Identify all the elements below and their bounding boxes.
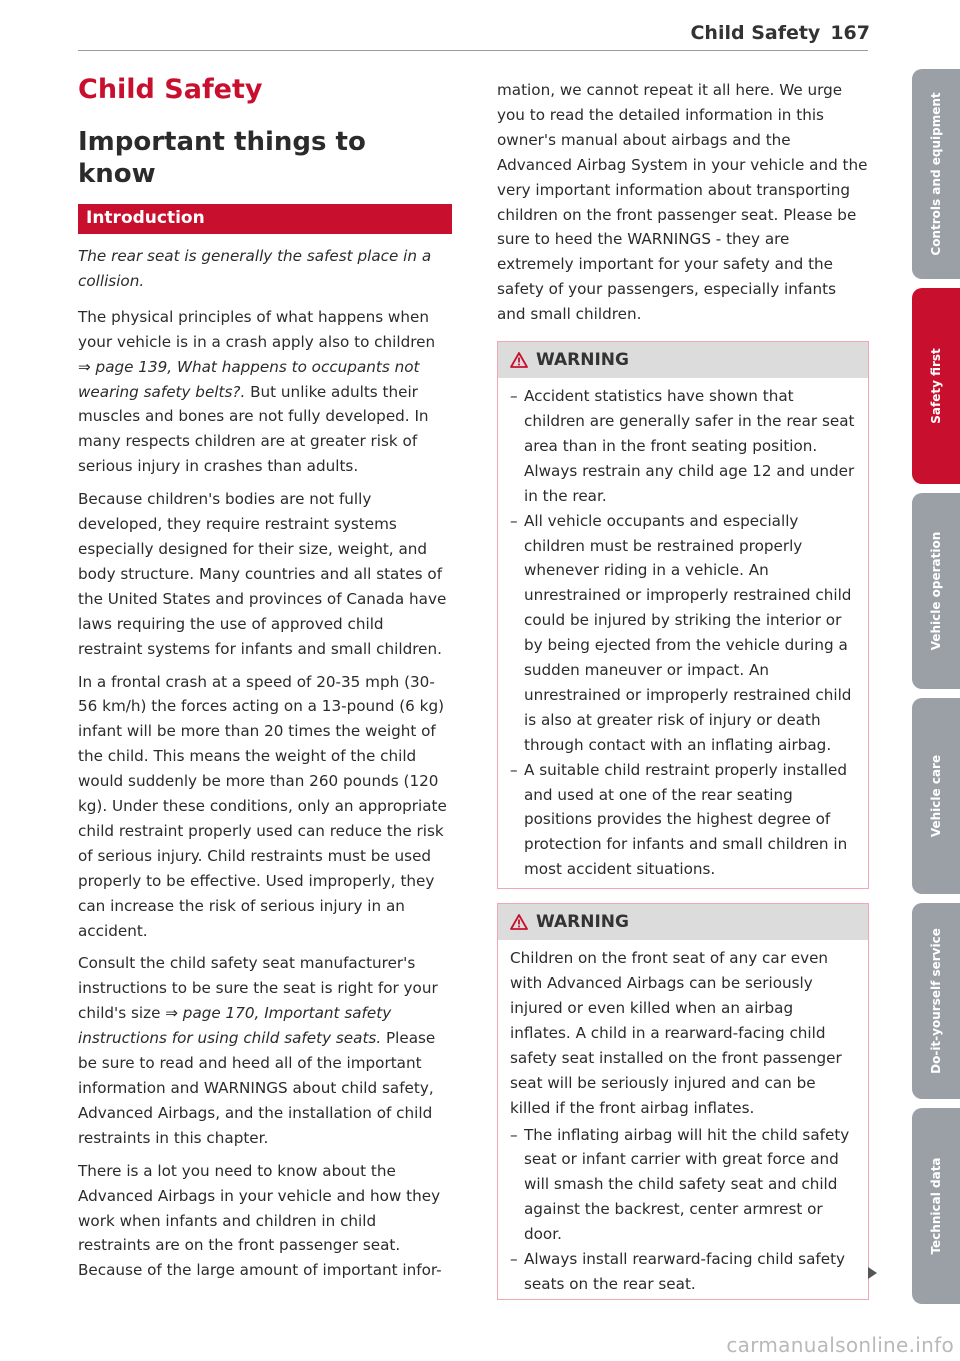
warning-box-1: [497, 341, 869, 889]
warning-box-2: [497, 903, 869, 1300]
tab-vehicle-care[interactable]: [912, 698, 960, 894]
right-column: [497, 78, 869, 1314]
tab-vehicle-operation[interactable]: [912, 493, 960, 689]
section-title: Important things to know: [78, 127, 366, 189]
paragraph-physical-principles: [78, 305, 452, 479]
paragraph-text: Please be sure to read and heed all of the important information and WARNINGS about child safety, Advanced Airbags, and the installation of child restraints in this chapter.: [78, 1029, 436, 1147]
introduction-label: Introduction: [86, 208, 205, 228]
list-item: – A suitable child restraint properly installed and used at one of the rear seating positions provides the highest degree of protection for infants and small children in most accident situations.: [510, 760, 848, 879]
list-item: – All vehicle occupants and especially children must be restrained properly whenever riding in a vehicle. An unrestrained or improperly restrained child could be injured by striking the interior or by being ejected from the vehicle during a sudden maneuver or impact. An unrestrained or improperly restrained child is also at greater risk of injury or death through contact with an inflating airbag.: [510, 511, 852, 754]
warning-triangle-icon: [510, 914, 528, 930]
warning-body: [498, 940, 868, 1299]
tab-technical-data[interactable]: [912, 1108, 960, 1304]
paragraph-continued: mation, we cannot repeat it all here. We urge you to read the detailed information in this owner's manual about airbags and the Advanced Airbag System in your vehicle and the very important information about transporting children on the front passenger seat. Please be sure to heed the WARNINGS - they are extremely important for your safety and the safety of your passengers, especially infants and small children.: [497, 81, 868, 324]
page-number: 167: [830, 22, 870, 44]
running-title: Child Safety: [690, 22, 821, 44]
page-reference-link[interactable]: ⇒ page 170, Important safety instructions for using child safety seats.: [78, 1004, 392, 1048]
paragraph-frontal-crash: In a frontal crash at a speed of 20-35 mph (30-56 km/h) the forces acting on a 13-pound (6 kg) infant will be more than 20 times the weight of the child. This means the weight of the child would suddenly be more than 260 pounds (120 kg). Under these conditions, only an appropriate child restraint properly used can reduce the risk of serious injury. Child restraints must be used properly to be effective. Used improperly, they can increase the risk of serious injury in an accident.: [78, 672, 447, 940]
warning-header: [498, 904, 868, 940]
tab-label: Vehicle operation: [929, 531, 943, 651]
tab-label: Do-it-yourself service: [929, 928, 943, 1074]
left-column: [78, 74, 452, 1291]
paragraph-bodies: Because children's bodies are not fully developed, they require restraint systems especially designed for their size, weight, and body structure. Many countries and all states of the United States and provinces of Canada have laws requiring the use of approved child restraint systems for infants and small children.: [78, 490, 447, 658]
watermark: carmanualsonline.info: [726, 1333, 954, 1357]
warning-text: Children on the front seat of any car even with Advanced Airbags can be seriously injured or even killed when an airbag inflates. A child in a rearward-facing child safety seat installed on the front passenger seat will be seriously injured and can be killed if the front airbag inflates.: [510, 949, 842, 1117]
warning-header: [498, 342, 868, 378]
header-rule: [78, 50, 868, 51]
chapter-title: Child Safety: [78, 74, 263, 105]
paragraph-text: The physical principles of what happens when your vehicle is in a crash apply also to children: [78, 307, 436, 351]
introduction-bar: [78, 204, 452, 234]
tab-label: Safety first: [929, 348, 943, 424]
paragraph-advanced-airbags: There is a lot you need to know about the Advanced Airbags in your vehicle and how they work when infants and children in child restraints are on the front passenger seat. Because of the large amount of important infor-: [78, 1161, 442, 1280]
tab-do-it-yourself-service[interactable]: [912, 903, 960, 1099]
tab-label: Technical data: [929, 1157, 943, 1255]
tab-label: Controls and equipment: [929, 92, 943, 256]
paragraph-consult: [78, 951, 452, 1150]
page-reference-link[interactable]: ⇒ page 139, What happens to occupants not wearing safety belts?.: [78, 357, 420, 401]
tab-controls-and-equipment[interactable]: [912, 69, 960, 279]
warning-triangle-icon: [510, 352, 528, 368]
list-item: – Accident statistics have shown that children are generally safer in the rear seat area than in the front seating position. Always restrain any child age 12 and under in the rear.: [510, 387, 855, 505]
warning-title: WARNING: [536, 912, 629, 933]
list-item: – The inflating airbag will hit the child safety seat or infant carrier with great force and will smash the child safety seat and child against the backrest, center armrest or door.: [510, 1125, 850, 1244]
warning-list: [510, 1123, 856, 1297]
paragraph-text: Consult the child safety seat manufacturer's instructions to be sure the seat is right for your child's size: [78, 954, 438, 1023]
running-header: [690, 22, 870, 44]
warning-title: WARNING: [536, 350, 629, 371]
tab-safety-first[interactable]: [912, 288, 960, 484]
tab-label: Vehicle care: [929, 754, 943, 838]
paragraph-text: But unlike adults their muscles and bones are not fully developed. In many respects children are at greater risk of serious injury in crashes than adults.: [78, 382, 429, 476]
continue-arrow-icon: [868, 1267, 877, 1279]
warning-list: [510, 384, 856, 882]
warning-body: [498, 378, 868, 888]
lead-paragraph: The rear seat is generally the safest place in a collision.: [78, 247, 432, 290]
list-item: – Always install rearward-facing child safety seats on the rear seat.: [510, 1250, 846, 1293]
